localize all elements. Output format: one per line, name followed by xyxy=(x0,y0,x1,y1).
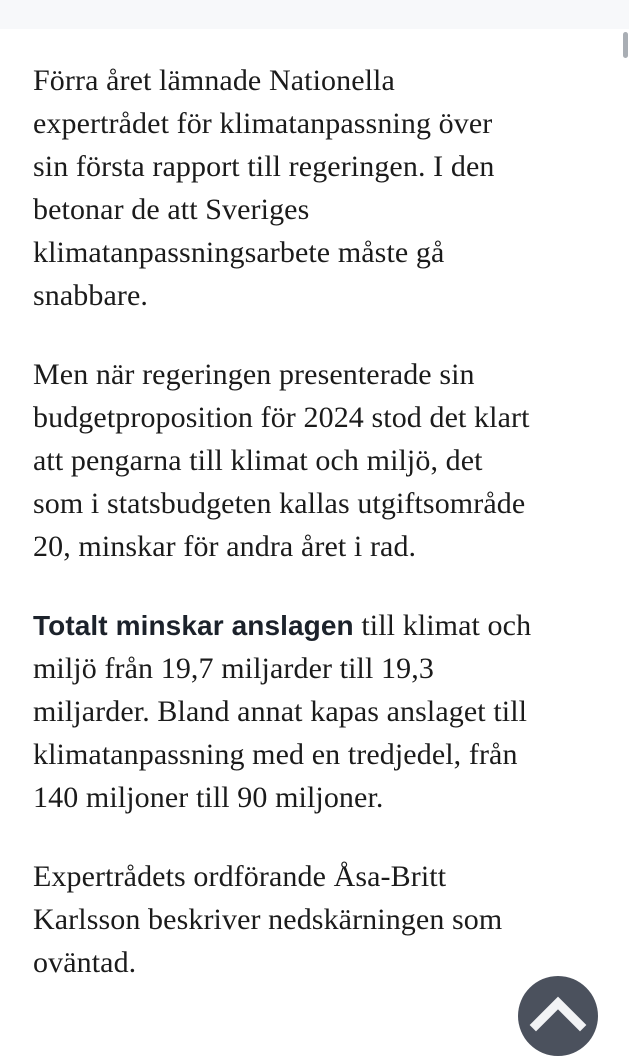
text-line: miljö från 19,7 miljarder till 19,3 xyxy=(33,652,434,685)
article-paragraph xyxy=(33,604,601,819)
text-line: klimatanpassningsarbete måste gå xyxy=(33,236,445,269)
text-line: miljarder. Bland annat kapas anslaget till xyxy=(33,695,528,728)
text-line: Men när regeringen presenterade sin xyxy=(33,358,475,391)
text-line: Expertrådets ordförande Åsa-Britt xyxy=(33,860,447,893)
text-line: Karlsson beskriver nedskärningen som xyxy=(33,903,503,936)
top-bar xyxy=(0,0,629,29)
chevron-up-icon xyxy=(518,976,598,1056)
article-paragraph xyxy=(33,353,601,568)
text-line: snabbare. xyxy=(33,279,149,312)
article-paragraph xyxy=(33,855,601,984)
article-paragraph xyxy=(33,59,601,317)
text-line: att pengarna till klimat och miljö, det xyxy=(33,444,483,477)
lead-rest-text: till klimat och xyxy=(353,609,532,642)
text-line: sin första rapport till regeringen. I den xyxy=(33,150,495,183)
text-line: betonar de att Sveriges xyxy=(33,193,310,226)
text-line: budgetproposition för 2024 stod det klart xyxy=(33,401,530,434)
text-line: Förra året lämnade Nationella xyxy=(33,64,395,97)
text-line: klimatanpassning med en tredjedel, från xyxy=(33,738,518,771)
text-line: oväntad. xyxy=(33,946,137,979)
bold-lead-text: Totalt minskar anslagen xyxy=(33,610,354,641)
text-line: som i statsbudgeten kallas utgiftsområde xyxy=(33,487,526,520)
scroll-to-top-button[interactable] xyxy=(518,976,598,1056)
article-body xyxy=(0,29,629,1020)
text-line xyxy=(33,604,601,647)
text-line: 140 miljoner till 90 miljoner. xyxy=(33,781,384,814)
text-line: 20, minskar för andra året i rad. xyxy=(33,530,417,563)
text-line: expertrådet för klimatanpassning över xyxy=(33,107,493,140)
